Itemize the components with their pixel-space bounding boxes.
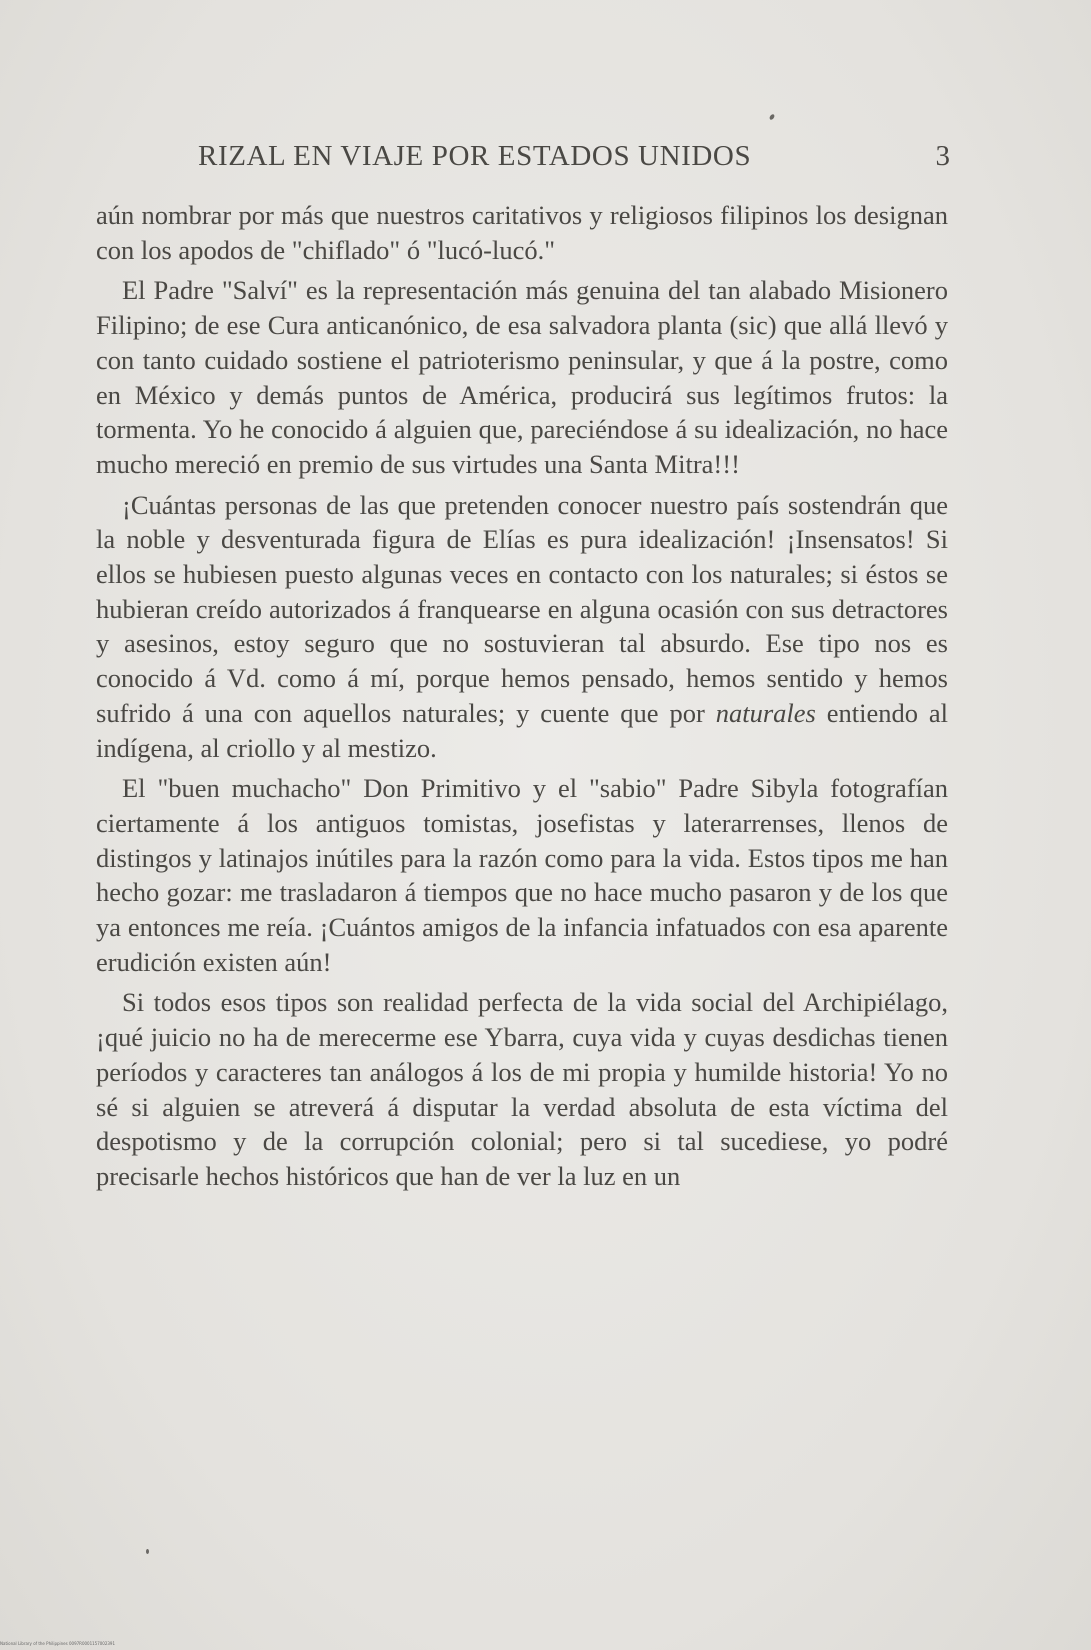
paragraph-1: aún nombrar por más que nuestros caritativos y religiosos filipinos los designan con los apodos de "chiflado" ó "lucó-lucó."	[96, 200, 948, 265]
paragraph-3	[96, 488, 948, 766]
italic-word-naturales: naturales	[715, 697, 816, 728]
body-text	[96, 198, 948, 1200]
ink-speck	[146, 1549, 149, 1554]
page-number: 3	[935, 140, 950, 172]
paragraph-3-end: entiendo al indígena, al criollo y al mestizo.	[96, 697, 949, 763]
paragraph-5: Si todos esos tipos son realidad perfecta de la vida social del Archipiélago, ¡qué juicio no ha de merecerme ese Ybarra, cuya vida y cuyas desdichas tienen períodos y caracteres tan análogos á los de mi propia y humilde historia! Yo no sé si alguien se atreverá á disputar la verdad absoluta de esta víctima del despotismo y de la corrupción colonial; pero si tal sucediese, yo podré precisarle hechos históricos que han de ver la luz en un	[96, 987, 948, 1191]
paragraph-3-start: ¡Cuántas personas de las que pretenden conocer nuestro país sostendrán que la noble y desventurada figura de Elías es pura idealización! ¡Insensatos! Si ellos se hubiesen puesto algunas veces en contacto con los naturales; si éstos se hubieran creído autorizados á franquearse en alguna ocasión con sus detractores y asesinos, estoy seguro que no sostuvieran tal absurdo. Ese tipo nos es conocido á Vd. como á mí, porque hemos pensado, hemos sentido y hemos sufrido á una con aquellos naturales; y cuente que por	[96, 489, 948, 728]
running-title: RIZAL EN VIAJE POR ESTADOS UNIDOS	[198, 140, 752, 172]
paragraph-4: El "buen muchacho" Don Primitivo y el "sabio" Padre Sibyla fotografían ciertamente á los antiguos tomistas, josefistas y laterarrenses, llenos de distingos y latinajos inútiles para la razón como para la vida. Estos tipos me han hecho gozar: me trasladaron á tiempos que no hace mucho pasaron y de los que ya entonces me reía. ¡Cuántos amigos de la infancia infatuados con esa aparente erudición existen aún!	[96, 773, 948, 977]
running-head	[180, 140, 950, 180]
library-stamp: National Library of the Philippines 0097R0001157002391	[0, 1641, 116, 1646]
ink-speck	[769, 113, 776, 120]
paragraph-2: El Padre "Salví" es la representación más genuina del tan alabado Misionero Filipino; de ese Cura anticanónico, de esa salvadora planta (sic) que allá llevó y con tanto cuidado sostiene el patrioterismo peninsular, y que á la postre, como en México y demás puntos de América, producirá sus legítimos frutos: la tormenta. Yo he conocido á alguien que, pareciéndose á su idealización, no hace mucho mereció en premio de sus virtudes una Santa Mitra!!!	[96, 275, 948, 479]
